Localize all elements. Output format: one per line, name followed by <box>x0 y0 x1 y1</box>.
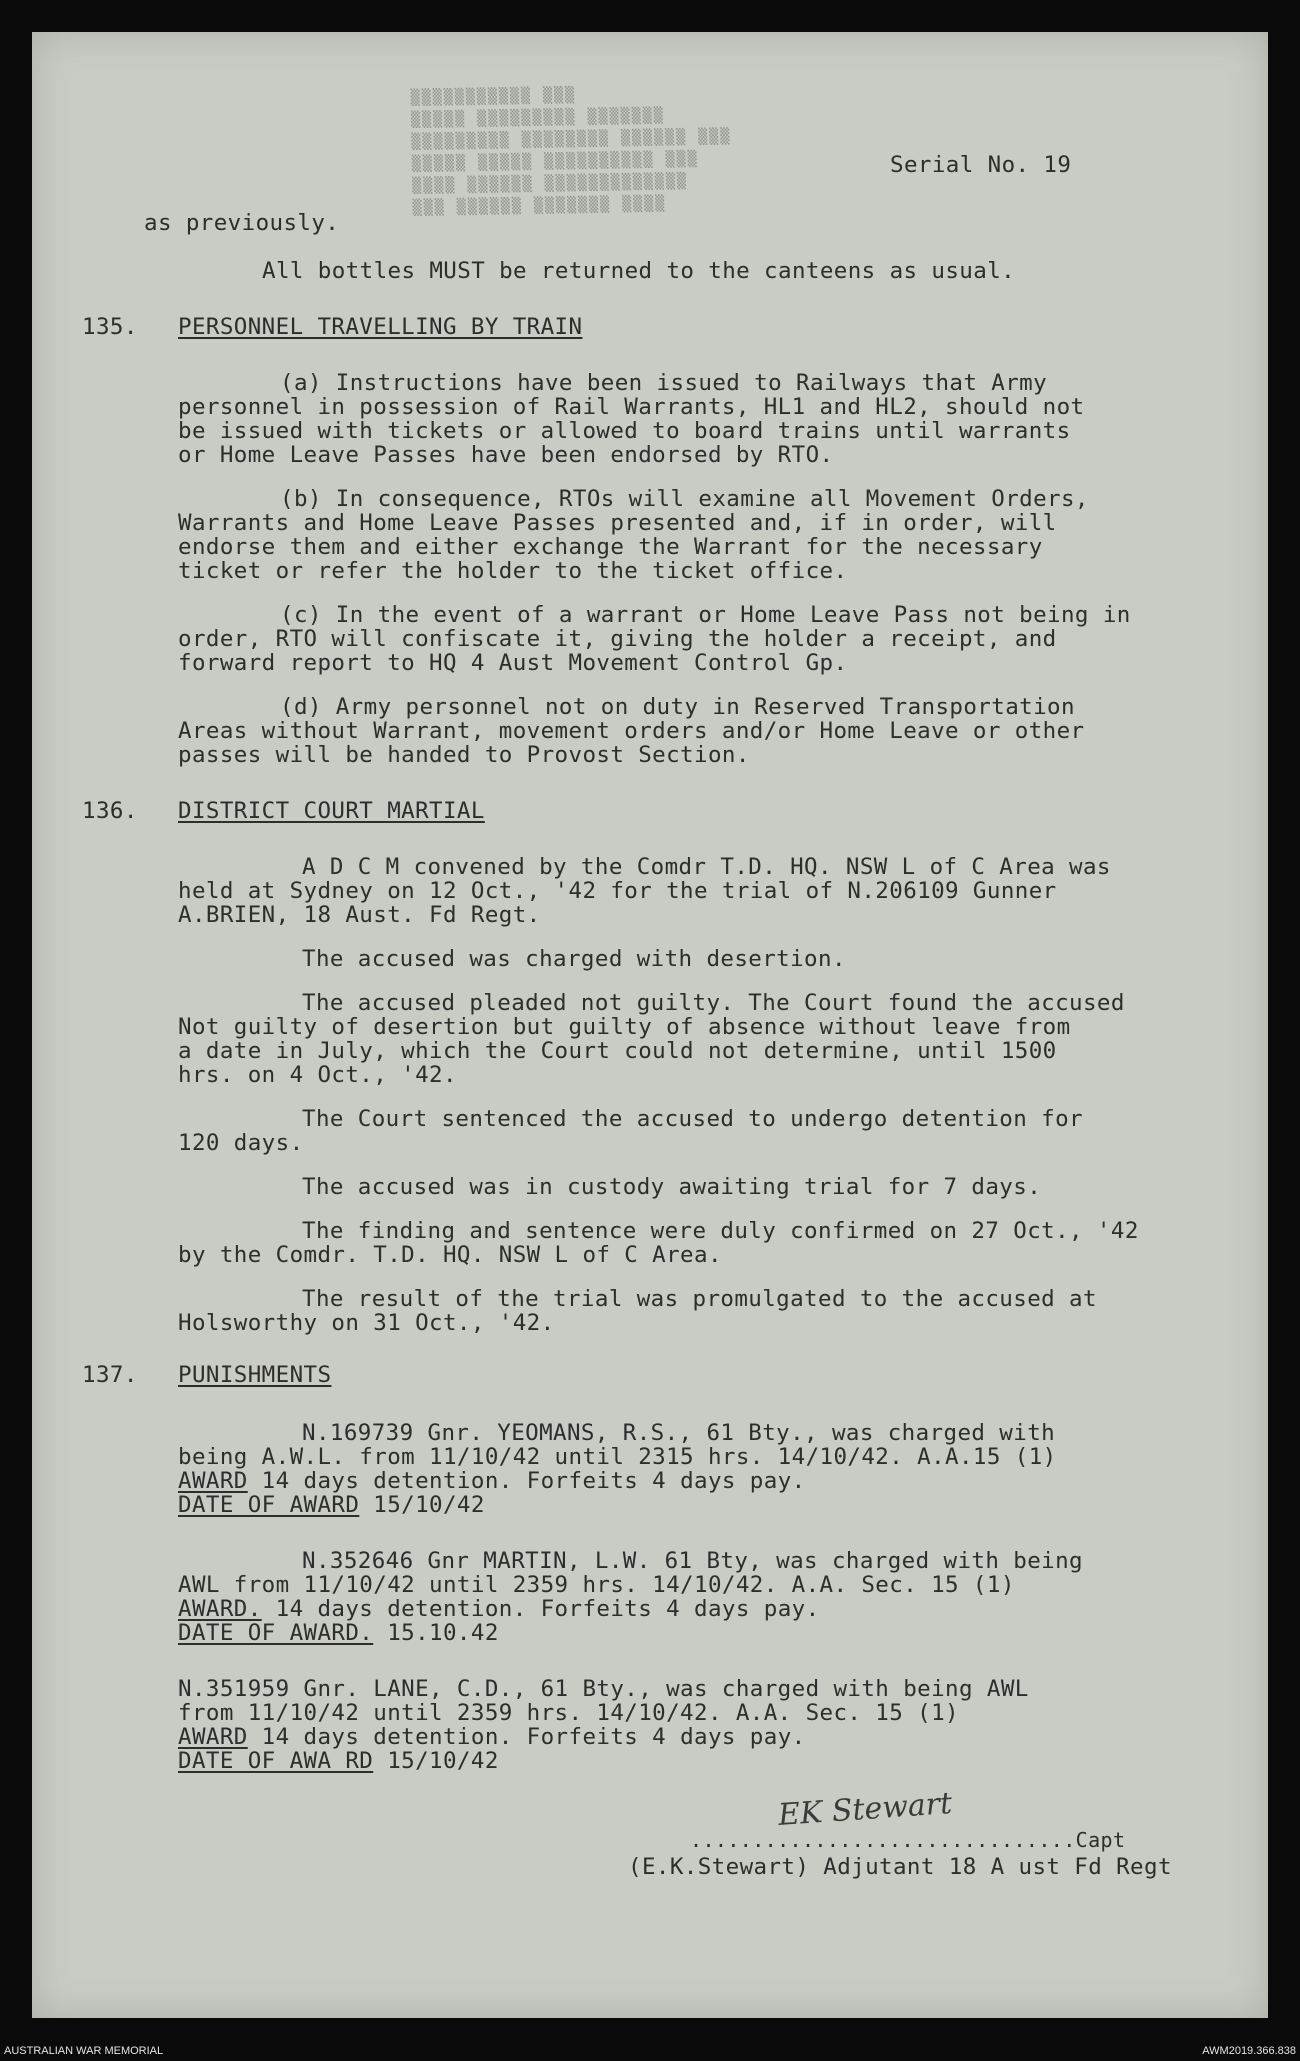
punishment-1-award <box>178 1468 806 1494</box>
punishment-1-line: being A.W.L. from 11/10/42 until 2315 hrs. 14/10/42. A.A.15 (1) <box>178 1444 1057 1470</box>
s135-c-line: forward report to HQ 4 Aust Movement Control Gp. <box>178 650 848 676</box>
s135-b-line: ticket or refer the holder to the ticket office. <box>178 558 848 584</box>
s136-p4-line: 120 days. <box>178 1130 304 1156</box>
s136-p1-line: A D C M convened by the Comdr T.D. HQ. NSW L of C Area was <box>302 854 1111 880</box>
date-label: DATE OF AWA RD <box>178 1748 374 1774</box>
faded-header-stamp: ▒▒▒▒▒▒▒▒▒▒▒ ▒▒▒ ▒▒▒▒▒ ▒▒▒▒▒▒▒▒▒ ▒▒▒▒▒▒▒ ▒▒▒▒▒▒▒▒▒ ▒▒▒▒▒▒▒▒ ▒▒▒▒▒▒ ▒▒▒ ▒▒▒▒▒ ▒▒▒▒▒ ▒▒▒▒▒▒▒▒▒▒ ▒▒▒ ▒▒▒▒ ▒▒▒▒▒▒ ▒▒▒▒▒▒▒▒▒▒▒▒▒ ▒▒▒ ▒▒▒▒▒▒ ▒▒▒▒▒▒▒ ▒▒▒▒ <box>410 85 732 217</box>
punishment-2-date <box>178 1620 499 1646</box>
s136-p7-line: The result of the trial was promulgated to the accused at <box>302 1286 1097 1312</box>
award-text: 14 days detention. Forfeits 4 days pay. <box>261 1596 820 1622</box>
s136-p6-line: by the Comdr. T.D. HQ. NSW L of C Area. <box>178 1242 722 1268</box>
punishment-3-date <box>178 1748 499 1774</box>
s136-p3-line: The accused pleaded not guilty. The Court found the accused <box>302 990 1125 1016</box>
s136-p6-line: The finding and sentence were duly confirmed on 27 Oct., '42 <box>302 1218 1139 1244</box>
s135-d-line: (d) Army personnel not on duty in Reserved Transportation <box>280 694 1075 720</box>
s135-c-line: order, RTO will confiscate it, giving the holder a receipt, and <box>178 626 1057 652</box>
s136-p1-line: held at Sydney on 12 Oct., '42 for the trial of N.206109 Gunner <box>178 878 1057 904</box>
section-136-number: 136. <box>82 798 138 824</box>
punishment-3-line: N.351959 Gnr. LANE, C.D., 61 Bty., was charged with being AWL <box>178 1676 1029 1702</box>
award-text: 14 days detention. Forfeits 4 days pay. <box>247 1724 806 1750</box>
s135-d-line: passes will be handed to Provost Section. <box>178 742 750 768</box>
award-text: 14 days detention. Forfeits 4 days pay. <box>247 1468 806 1494</box>
section-136-title: DISTRICT COURT MARTIAL <box>178 798 485 824</box>
section-137-number: 137. <box>82 1362 138 1388</box>
section-137-title: PUNISHMENTS <box>178 1362 332 1388</box>
date-label: DATE OF AWARD. <box>178 1620 374 1646</box>
date-label: DATE OF AWARD <box>178 1492 360 1518</box>
s135-a-line: personnel in possession of Rail Warrants, HL1 and HL2, should not <box>178 394 1085 420</box>
punishment-1-date <box>178 1492 485 1518</box>
date-text: 15/10/42 <box>359 1492 485 1518</box>
s136-p3-line: Not guilty of desertion but guilty of absence without leave from <box>178 1014 1071 1040</box>
award-label: AWARD <box>178 1724 248 1750</box>
s136-p2: The accused was charged with desertion. <box>302 946 846 972</box>
document-page <box>32 32 1268 2018</box>
section-135-title: PERSONNEL TRAVELLING BY TRAIN <box>178 314 583 340</box>
s136-p3-line: a date in July, which the Court could not determine, until 1500 <box>178 1038 1057 1064</box>
s135-c-line: (c) In the event of a warrant or Home Leave Pass not being in <box>280 602 1131 628</box>
continued-text: as previously. <box>144 210 340 236</box>
handwritten-signature: EK Stewart <box>776 1785 954 1834</box>
date-text: 15.10.42 <box>373 1620 499 1646</box>
punishment-3-award <box>178 1724 806 1750</box>
s135-a-line: or Home Leave Passes have been endorsed by RTO. <box>178 442 834 468</box>
s135-b-line: (b) In consequence, RTOs will examine all Movement Orders, <box>280 486 1089 512</box>
s136-p1-line: A.BRIEN, 18 Aust. Fd Regt. <box>178 902 541 928</box>
punishment-1-line: N.169739 Gnr. YEOMANS, R.S., 61 Bty., was charged with <box>302 1420 1056 1446</box>
s135-a-line: be issued with tickets or allowed to board trains until warrants <box>178 418 1071 444</box>
s136-p7-line: Holsworthy on 31 Oct., '42. <box>178 1310 555 1336</box>
s135-b-line: endorse them and either exchange the Warrant for the necessary <box>178 534 1043 560</box>
punishment-2-line: N.352646 Gnr MARTIN, L.W. 61 Bty, was charged with being <box>302 1548 1083 1574</box>
bottles-notice: All bottles MUST be returned to the canteens as usual. <box>262 258 1016 284</box>
signature-dots: ...............................Capt <box>690 1828 1126 1852</box>
s136-p3-line: hrs. on 4 Oct., '42. <box>178 1062 457 1088</box>
punishment-2-award <box>178 1596 820 1622</box>
footer-archive-name: AUSTRALIAN WAR MEMORIAL <box>4 2045 164 2057</box>
footer-record-id: AWM2019.366.838 <box>1202 2045 1296 2057</box>
s136-p4-line: The Court sentenced the accused to undergo detention for <box>302 1106 1083 1132</box>
punishment-3-line: from 11/10/42 until 2359 hrs. 14/10/42. A.A. Sec. 15 (1) <box>178 1700 959 1726</box>
s135-b-line: Warrants and Home Leave Passes presented and, if in order, will <box>178 510 1057 536</box>
s136-p5: The accused was in custody awaiting trial for 7 days. <box>302 1174 1042 1200</box>
punishment-2-line: AWL from 11/10/42 until 2359 hrs. 14/10/42. A.A. Sec. 15 (1) <box>178 1572 1015 1598</box>
signature-line: (E.K.Stewart) Adjutant 18 A ust Fd Regt <box>628 1854 1172 1880</box>
award-label: AWARD <box>178 1468 248 1494</box>
serial-number: Serial No. 19 <box>890 152 1072 178</box>
award-label: AWARD. <box>178 1596 262 1622</box>
section-135-number: 135. <box>82 314 138 340</box>
s135-a-line: (a) Instructions have been issued to Railways that Army <box>280 370 1048 396</box>
date-text: 15/10/42 <box>373 1748 499 1774</box>
s135-d-line: Areas without Warrant, movement orders and/or Home Leave or other <box>178 718 1085 744</box>
